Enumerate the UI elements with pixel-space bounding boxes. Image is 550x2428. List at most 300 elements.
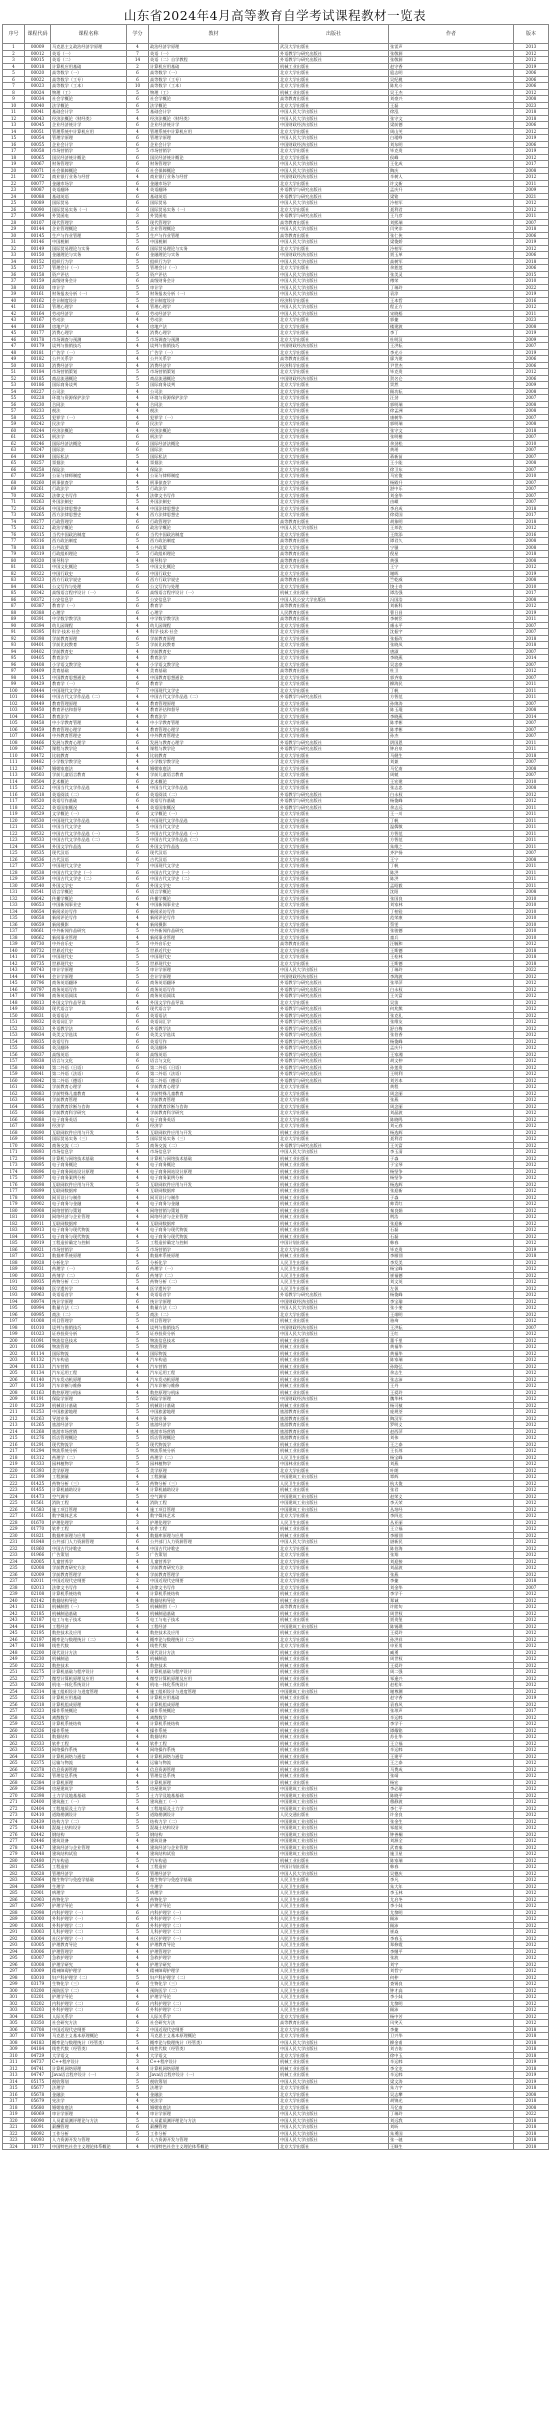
cell-code: 02375 — [25, 1760, 51, 1767]
cell-seq: 286 — [3, 1896, 25, 1903]
cell-publisher: 北京大学出版社 — [279, 388, 389, 395]
cell-seq: 139 — [3, 941, 25, 948]
cell-publisher: 北京大学出版社 — [279, 76, 389, 83]
cell-code: 02323 — [25, 1708, 51, 1715]
cell-credit: 4 — [127, 414, 149, 421]
cell-code: 00158 — [25, 271, 51, 278]
cell-textbook: 政治经济学原理 — [149, 44, 279, 51]
cell-author: 由嵘 — [389, 499, 514, 506]
cell-code: 01091 — [25, 1337, 51, 1344]
cell-code: 03010 — [25, 1974, 51, 1981]
cell-publisher: 中国建筑工业出版社 — [279, 1838, 389, 1845]
cell-textbook: 生产与作业管理 — [149, 232, 279, 239]
cell-author: 刘豪兴 — [389, 96, 514, 103]
cell-publisher: 北京大学出版社 — [279, 895, 389, 902]
cell-seq: 219 — [3, 1461, 25, 1468]
cell-credit: 6 — [127, 219, 149, 226]
cell-code: 02194 — [25, 1623, 51, 1630]
cell-edition: 2012 — [514, 1942, 549, 1949]
cell-seq: 29 — [3, 226, 25, 233]
cell-edition: 2008 — [514, 557, 549, 564]
cell-author: 宁骚 — [389, 544, 514, 551]
cell-textbook: 新闻评论写作 — [149, 915, 279, 922]
cell-course: 英语词汇学 — [51, 1019, 127, 1026]
cell-publisher: 经济科学出版社 — [279, 297, 389, 304]
cell-credit: 6 — [127, 525, 149, 532]
cell-publisher: 北京大学出版社 — [279, 2052, 389, 2059]
cell-credit: 4 — [127, 1305, 149, 1312]
cell-credit: 5 — [127, 960, 149, 967]
cell-edition: 2012 — [514, 1812, 549, 1819]
cell-author: 杨宏 — [389, 1779, 514, 1786]
cell-author: 石磊 — [389, 1227, 514, 1234]
cell-code: 00884 — [25, 1097, 51, 1104]
cell-credit: 4 — [127, 1623, 149, 1630]
cell-code: 06069 — [25, 2111, 51, 2118]
cell-seq: 324 — [3, 2143, 25, 2150]
cell-code: 00398 — [25, 635, 51, 642]
cell-publisher: 北京大学出版社 — [279, 869, 389, 876]
cell-publisher: 机械工业出版社 — [279, 1227, 389, 1234]
cell-seq: 262 — [3, 1740, 25, 1747]
cell-author: 吴志攀 — [389, 2091, 514, 2098]
cell-credit: 4 — [127, 544, 149, 551]
cell-code: 00642 — [25, 895, 51, 902]
cell-code: 00394 — [25, 622, 51, 629]
cell-credit: 4 — [127, 921, 149, 928]
cell-publisher: 北京大学出版社 — [279, 752, 389, 759]
cell-seq: 234 — [3, 1558, 25, 1565]
cell-publisher: 中国建筑工业出版社 — [279, 1623, 389, 1630]
cell-author: 李晓燕 — [389, 713, 514, 720]
cell-course: 金融市场学 — [51, 180, 127, 187]
cell-author: 阴国恩 — [389, 739, 514, 746]
cell-edition: 2007 — [514, 733, 549, 740]
cell-seq: 268 — [3, 1779, 25, 1786]
cell-edition: 2012 — [514, 1129, 549, 1136]
cell-code: 02448 — [25, 1851, 51, 1858]
cell-publisher: 中国人民大学出版社 — [279, 2039, 389, 2046]
cell-course: 数据库系统原理 — [51, 1253, 127, 1260]
cell-author: 李小妹 — [389, 1994, 514, 2001]
cell-edition: 2010 — [514, 902, 549, 909]
cell-code: 00072 — [25, 174, 51, 181]
cell-course: 外语教学法 — [51, 1025, 127, 1032]
cell-author: 李宝瑜 — [389, 1298, 514, 1305]
cell-author: 高树军 — [389, 258, 514, 265]
cell-credit: 5 — [127, 2085, 149, 2092]
cell-course: 药剂学（二） — [51, 1272, 127, 1279]
cell-course: 公共政策 — [51, 544, 127, 551]
cell-author: 杜卫 — [389, 668, 514, 675]
cell-seq: 185 — [3, 1240, 25, 1247]
cell-edition: 2011 — [514, 843, 549, 850]
cell-seq: 33 — [3, 252, 25, 259]
cell-seq: 193 — [3, 1292, 25, 1299]
cell-code: 00321 — [25, 564, 51, 571]
cell-course: 人力资源开发与管理 — [51, 2137, 127, 2144]
cell-course: 互联网数据库 — [51, 1220, 127, 1227]
cell-course: 西方政治制度 — [51, 538, 127, 545]
cell-textbook: 英语（二）自学教程 — [149, 57, 279, 64]
cell-author: 刘熙瑞 — [389, 219, 514, 226]
cell-author: 顾沛 — [389, 1916, 514, 1923]
cell-publisher: 中国财政经济出版社 — [279, 141, 389, 148]
cell-course: 现代语言学 — [51, 1006, 127, 1013]
cell-credit: 5 — [127, 2130, 149, 2137]
cell-course: 合同法 — [51, 401, 127, 408]
cell-course: 经济法概论 — [51, 427, 127, 434]
cell-edition: 2012 — [514, 1968, 549, 1975]
cell-credit: 4 — [127, 2065, 149, 2072]
cell-credit: 4 — [127, 1558, 149, 1565]
cell-seq: 92 — [3, 635, 25, 642]
cell-publisher: 北京大学出版社 — [279, 778, 389, 785]
cell-edition: 2012 — [514, 1350, 549, 1357]
cell-code: 02275 — [25, 1669, 51, 1676]
cell-code: 03004 — [25, 1935, 51, 1942]
cell-code: 00522 — [25, 804, 51, 811]
cell-course: 数控原理与机床 — [51, 1389, 127, 1396]
cell-textbook: 急救护理学 — [149, 1955, 279, 1962]
cell-seq: 277 — [3, 1838, 25, 1845]
cell-author: 王斯德 — [389, 960, 514, 967]
cell-course: 机械制造 — [51, 1656, 127, 1663]
cell-credit: 4 — [127, 1994, 149, 2001]
cell-textbook: 外国文学作品导读 — [149, 999, 279, 1006]
cell-seq: 60 — [3, 427, 25, 434]
cell-credit: 5 — [127, 1181, 149, 1188]
cell-publisher: 中国人民大学出版社 — [279, 284, 389, 291]
cell-seq: 245 — [3, 1630, 25, 1637]
cell-credit: 6 — [127, 1038, 149, 1045]
cell-code: 00841 — [25, 1071, 51, 1078]
cell-course: 医学遗传学 — [51, 1285, 127, 1292]
cell-textbook: 生理学 — [149, 1883, 279, 1890]
cell-credit: 4 — [127, 174, 149, 181]
cell-course: 课程与教学论 — [51, 746, 127, 753]
cell-code: 05175 — [25, 2078, 51, 2085]
cell-publisher: 人民交通出版社 — [279, 1812, 389, 1819]
cell-publisher: 北京大学出版社 — [279, 2104, 389, 2111]
cell-edition: 2008 — [514, 167, 549, 174]
cell-code: 00391 — [25, 616, 51, 623]
cell-course: 小学语文教学论 — [51, 661, 127, 668]
cell-seq: 162 — [3, 1090, 25, 1097]
cell-seq: 274 — [3, 1818, 25, 1825]
cell-course: 传播学概论 — [51, 895, 127, 902]
cell-credit: 4 — [127, 668, 149, 675]
cell-seq: 40 — [3, 297, 25, 304]
cell-author: 杨宝峰 — [389, 1454, 514, 1461]
cell-seq: 128 — [3, 869, 25, 876]
cell-credit: 6 — [127, 1981, 149, 1988]
cell-publisher: 北京大学出版社 — [279, 336, 389, 343]
cell-textbook: 物理（工） — [149, 89, 279, 96]
cell-seq: 226 — [3, 1506, 25, 1513]
cell-edition: 2012 — [514, 50, 549, 57]
cell-code: 00834 — [25, 1032, 51, 1039]
cell-edition: 2012 — [514, 1201, 549, 1208]
cell-credit: 14 — [127, 57, 149, 64]
cell-seq: 186 — [3, 1246, 25, 1253]
cell-textbook: 英美文学选读 — [149, 1032, 279, 1039]
cell-credit: 4 — [127, 1740, 149, 1747]
cell-code: 00265 — [25, 512, 51, 519]
cell-publisher: 机械工业出版社 — [279, 1188, 389, 1195]
cell-publisher: 中国建筑工业出版社 — [279, 1493, 389, 1500]
cell-seq: 143 — [3, 967, 25, 974]
cell-credit: 5 — [127, 1240, 149, 1247]
cell-publisher: 人民卫生出版社 — [279, 1285, 389, 1292]
header-credit: 学分 — [127, 25, 149, 44]
cell-publisher: 人民卫生出版社 — [279, 1877, 389, 1884]
cell-credit: 6 — [127, 889, 149, 896]
cell-textbook: 广告学（一） — [149, 349, 279, 356]
cell-textbook: 语言与文化 — [149, 1058, 279, 1065]
cell-credit: 4 — [127, 1227, 149, 1234]
cell-course: 操作系统概论 — [51, 1708, 127, 1715]
cell-code: 00415 — [25, 674, 51, 681]
cell-seq: 8 — [3, 89, 25, 96]
cell-author: 刘晶波 — [389, 1110, 514, 1117]
cell-textbook: 外国法制史 — [149, 499, 279, 506]
cell-edition: 2006 — [514, 232, 549, 239]
cell-edition: 2008 — [514, 785, 549, 792]
cell-author: 李树臣 — [389, 616, 514, 623]
cell-author: 周二强 — [389, 1669, 514, 1676]
cell-course: 小学数学教学论 — [51, 759, 127, 766]
cell-course: 科学·技术·社会 — [51, 629, 127, 636]
cell-seq: 202 — [3, 1350, 25, 1357]
cell-code: 00020 — [25, 70, 51, 77]
cell-textbook: 现代语言学 — [149, 1006, 279, 1013]
cell-textbook: 儿科护理学（二） — [149, 1929, 279, 1936]
cell-code: 01425 — [25, 1480, 51, 1487]
cell-seq: 146 — [3, 986, 25, 993]
cell-edition: 2012 — [514, 1103, 549, 1110]
cell-edition: 2012 — [514, 603, 549, 610]
cell-author: 周山芙 — [389, 128, 514, 135]
cell-seq: 161 — [3, 1084, 25, 1091]
cell-code: 02440 — [25, 1825, 51, 1832]
cell-edition: 2012 — [514, 1753, 549, 1760]
cell-code: 02339 — [25, 1753, 51, 1760]
cell-edition: 2012 — [514, 1045, 549, 1052]
cell-textbook: 语言学概论 — [149, 889, 279, 896]
cell-publisher: 北京大学出版社 — [279, 102, 389, 109]
cell-credit: 4 — [127, 1370, 149, 1377]
cell-credit: 6 — [127, 245, 149, 252]
cell-code: 00045 — [25, 122, 51, 129]
cell-code: 00051 — [25, 128, 51, 135]
cell-credit: 6 — [127, 167, 149, 174]
cell-textbook: 市场信息学 — [149, 1149, 279, 1156]
cell-publisher: 北京大学出版社 — [279, 1636, 389, 1643]
cell-course: 政治学概论 — [51, 525, 127, 532]
cell-edition: 2012 — [514, 1305, 549, 1312]
cell-edition: 2018 — [514, 258, 549, 265]
cell-publisher: 机械工业出版社 — [279, 1857, 389, 1864]
cell-course: 网络操作系统 — [51, 1747, 127, 1754]
cell-textbook: 护理教育导论 — [149, 1942, 279, 1949]
cell-code: 02005 — [25, 1558, 51, 1565]
cell-seq: 198 — [3, 1324, 25, 1331]
cell-textbook: 操作系统概论 — [149, 1708, 279, 1715]
cell-edition: 2007 — [514, 434, 549, 441]
cell-credit: 4 — [127, 466, 149, 473]
cell-textbook: 医学遗传学 — [149, 1285, 279, 1292]
cell-credit: 5 — [127, 1974, 149, 1981]
cell-author: 黄程 — [389, 1084, 514, 1091]
cell-code: 00533 — [25, 837, 51, 844]
cell-code: 00342 — [25, 590, 51, 597]
cell-credit: 6 — [127, 2020, 149, 2027]
cell-course: 中国古代文学作品选（二） — [51, 694, 127, 701]
cell-edition: 2012 — [514, 1084, 549, 1091]
cell-seq: 118 — [3, 804, 25, 811]
cell-textbook: 预防医学（二） — [149, 1987, 279, 1994]
cell-textbook: 古代汉语 — [149, 856, 279, 863]
cell-author: 许金良 — [389, 1812, 514, 1819]
cell-textbook: 软件工程 — [149, 1526, 279, 1533]
cell-seq: 163 — [3, 1097, 25, 1104]
cell-course: 高级财务会计 — [51, 278, 127, 285]
cell-edition: 2012 — [514, 1032, 549, 1039]
cell-author: 陶庆 — [389, 167, 514, 174]
cell-credit: 4 — [127, 1636, 149, 1643]
cell-edition: 2018 — [514, 109, 549, 116]
cell-textbook: 学前教育管理学 — [149, 1571, 279, 1578]
cell-author: 顾沛 — [389, 2007, 514, 2014]
cell-textbook: 中小学教育管理 — [149, 720, 279, 727]
cell-code: 02998 — [25, 1909, 51, 1916]
cell-course: 新闻摄影 — [51, 921, 127, 928]
cell-credit: 5 — [127, 1812, 149, 1819]
cell-credit: 4 — [127, 1149, 149, 1156]
cell-credit: 6 — [127, 440, 149, 447]
cell-author: 李必瑜 — [389, 1786, 514, 1793]
cell-course: 物理（工） — [51, 89, 127, 96]
cell-code: 00058 — [25, 148, 51, 155]
cell-author: 徐孟洲 — [389, 408, 514, 415]
cell-code: 00186 — [25, 382, 51, 389]
cell-edition: 2008 — [514, 323, 549, 330]
cell-publisher: 北京大学出版社 — [279, 713, 389, 720]
cell-course: 宪法学 — [51, 2098, 127, 2105]
cell-course: 谈判与推销技巧 — [51, 1324, 127, 1331]
cell-edition: 2012 — [514, 1662, 549, 1669]
cell-publisher: 人民卫生出版社 — [279, 1987, 389, 1994]
cell-seq: 10 — [3, 102, 25, 109]
cell-textbook: 工程地质及土力学 — [149, 1805, 279, 1812]
cell-seq: 142 — [3, 960, 25, 967]
cell-credit: 6 — [127, 869, 149, 876]
cell-seq: 85 — [3, 590, 25, 597]
cell-code: 00503 — [25, 772, 51, 779]
cell-code: 00831 — [25, 1012, 51, 1019]
cell-seq: 34 — [3, 258, 25, 265]
cell-seq: 184 — [3, 1233, 25, 1240]
cell-edition: 2012 — [514, 1740, 549, 1747]
cell-course: 马克思主义政治经济学原理 — [51, 44, 127, 51]
cell-seq: 115 — [3, 785, 25, 792]
cell-course: 消费心理学 — [51, 330, 127, 337]
cell-course: 机电一体化系统设计 — [51, 1682, 127, 1689]
cell-seq: 255 — [3, 1695, 25, 1702]
cell-credit: 5 — [127, 1246, 149, 1253]
cell-edition: 2012 — [514, 1188, 549, 1195]
cell-seq: 101 — [3, 694, 25, 701]
cell-textbook: 现代物流学 — [149, 1441, 279, 1448]
cell-textbook: 外贸函电 — [149, 213, 279, 220]
cell-edition: 2012 — [514, 1877, 549, 1884]
cell-edition: 2017 — [514, 590, 549, 597]
cell-edition: 2019 — [514, 291, 549, 298]
cell-course: 美学原理 — [51, 1467, 127, 1474]
cell-textbook: 数据库系统原理 — [149, 1253, 279, 1260]
cell-textbook: 中国现代史 — [149, 954, 279, 961]
cell-author: 蒋新苗 — [389, 453, 514, 460]
cell-seq: 76 — [3, 531, 25, 538]
cell-code: 00162 — [25, 297, 51, 304]
cell-seq: 179 — [3, 1201, 25, 1208]
cell-credit: 6 — [127, 590, 149, 597]
cell-seq: 39 — [3, 291, 25, 298]
cell-credit: 4 — [127, 1773, 149, 1780]
cell-edition: 2012 — [514, 1357, 549, 1364]
cell-publisher: 外语教学与研究出版社 — [279, 694, 389, 701]
cell-publisher: 外语教学与研究出版社 — [279, 57, 389, 64]
cell-author: 吴忠豪 — [389, 661, 514, 668]
cell-textbook: 信息资源管理 — [149, 1766, 279, 1773]
cell-code: 02325 — [25, 1721, 51, 1728]
cell-publisher: 中国人民大学出版社 — [279, 304, 389, 311]
cell-seq: 269 — [3, 1786, 25, 1793]
cell-course: 计算机组成原理 — [51, 1701, 127, 1708]
cell-edition: 2019 — [514, 2072, 549, 2079]
cell-seq: 69 — [3, 486, 25, 493]
cell-course: 中外教育管理史 — [51, 733, 127, 740]
cell-credit: 5 — [127, 375, 149, 382]
cell-edition: 2019 — [514, 609, 549, 616]
cell-code: 00797 — [25, 986, 51, 993]
cell-textbook: 高级财务会计 — [149, 278, 279, 285]
cell-author: 丁帆 — [389, 817, 514, 824]
cell-publisher: 中国人民大学出版社 — [279, 135, 389, 142]
cell-edition: 2019 — [514, 63, 549, 70]
cell-seq: 282 — [3, 1870, 25, 1877]
cell-edition: 2012 — [514, 798, 549, 805]
cell-textbook: 会计学原理 — [149, 973, 279, 980]
cell-seq: 121 — [3, 824, 25, 831]
cell-textbook: 中国近现代史纲要 — [149, 2026, 279, 2033]
cell-author: 张仁侠 — [389, 232, 514, 239]
cell-author: 谌新民 — [389, 1539, 514, 1546]
cell-publisher: 外语教学与研究出版社 — [279, 1077, 389, 1084]
cell-course: 工作分析 — [51, 2130, 127, 2137]
cell-seq: 209 — [3, 1396, 25, 1403]
cell-seq: 322 — [3, 2130, 25, 2137]
cell-author: 石磊 — [389, 1233, 514, 1240]
cell-author: 王红 — [389, 1331, 514, 1338]
cell-seq: 319 — [3, 2111, 25, 2118]
cell-publisher: 机械工业出版社 — [279, 1747, 389, 1754]
cell-author: 黄瑶 — [389, 447, 514, 454]
cell-seq: 300 — [3, 1987, 25, 1994]
cell-seq: 285 — [3, 1890, 25, 1897]
cell-course: 学前特殊儿童教育 — [51, 1090, 127, 1097]
